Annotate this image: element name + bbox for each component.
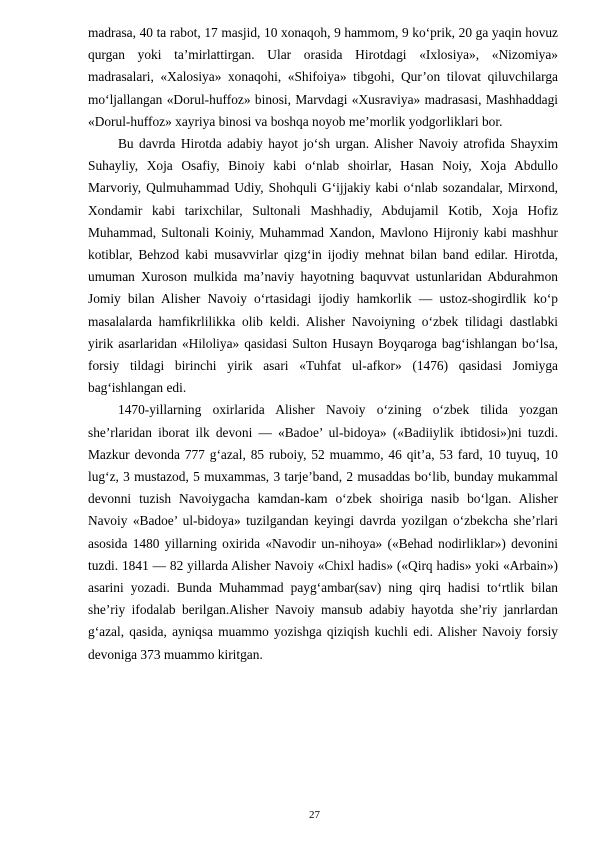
document-body bbox=[88, 22, 558, 666]
paragraph-monuments: madrasa, 40 ta rabot, 17 masjid, 10 xonaqoh, 9 hammom, 9 ko‘prik, 20 ga yaqin hovuz qurgan yoki ta’mirlattirgan. Ular orasida Hirotdagi «Ixlosiya», «Nizomiya» madrasalari, «Xalosiya» xonaqohi, «Shifoiya» tibgohi, Qur’on tilovat qiluvchilarga mo‘ljallangan «Dorul-huffoz» binosi, Marvdagi «Xusraviya» madrasasi, Mashhaddagi «Dorul-huffoz» xayriya binosi va boshqa noyob me’morlik yodgorliklari bor. bbox=[88, 25, 558, 129]
paragraph-first-divan: 1470-yillarning oxirlarida Alisher Navoiy o‘zining o‘zbek tilida yozgan she’rlaridan iborat ilk devoni — «Badoe’ ul-bidoya» («Badiiylik ibtidosi»)ni tuzdi. Mazkur devonda 777 g‘azal, 85 ruboiy, 52 muammo, 46 qit’a, 53 fard, 10 tuyuq, 10 lug‘z, 3 mustazod, 5 muxammas, 3 tarje’band, 2 musaddas bo‘lib, bunday mukammal devonni tuzish Navoiygacha kamdan-kam o‘zbek shoiriga nasib bo‘lgan. Alisher Navoiy «Badoe’ ul-bidoya» tuzilgandan keyingi davrda yozilgan o‘zbekcha she’rlari asosida 1480 yillarning oxirida «Navodir un-nihoya» («Behad nodirliklar») devonini tuzdi. 1841 — 82 yillarda Alisher Navoiy «Chixl hadis» («Qirq hadis» yoki «Arbain») asarini yozadi. Bunda Muhammad payg‘ambar(sav) ning qirq hadisi to‘rtlik bilan she’riy ifodalab berilgan.Alisher Navoiy mansub adabiy hayotda she’riy janrlardan g‘azal, qasida, ayniqsa muammo yozishga qiziqish kuchli edi. Alisher Navoiy forsiy devoniga 373 muammo kiritgan. bbox=[88, 402, 558, 662]
paragraph-literary-life: Bu davrda Hirotda adabiy hayot jo‘sh urgan. Alisher Navoiy atrofida Shayxim Suhayliy, Xoja Osafiy, Binoiy kabi o‘nlab shoirlar, Hasan Noiy, Xoja Abdullo Marvoriy, Qulmuhammad Udiy, Shohquli G‘ijjakiy kabi o‘nlab sozandalar, Mirxond, Xondamir kabi tarixchilar, Sultonali Mashhadiy, Abdujamil Kotib, Xoja Hofiz Muhammad, Sultonali Koiniy, Muhammad Xandon, Mavlono Hijroniy kabi mashhur kotiblar, Behzod kabi musavvirlar qizg‘in ijodiy mehnat bilan band edilar. Hirotda, umuman Xuroson mulkida ma’naviy hayotning baquvvat ustunlaridan Abdurahmon Jomiy bilan Alisher Navoiy o‘rtasidagi ijodiy hamkorlik — ustoz-shogirdlik ko‘p masalalarda hamfikrlilikka olib keldi. Alisher Navoiyning o‘zbek tilidagi dastlabki yirik asarlaridan «Hiloliya» qasidasi Sulton Husayn Boyqaroga bag‘ishlangan bo‘lsa, forsiy tildagi birinchi yirik asari «Tuhfat ul-afkor» (1476) qasidasi Jomiyga bag‘ishlangan edi. bbox=[88, 136, 558, 396]
page-number: 27 bbox=[309, 809, 320, 821]
